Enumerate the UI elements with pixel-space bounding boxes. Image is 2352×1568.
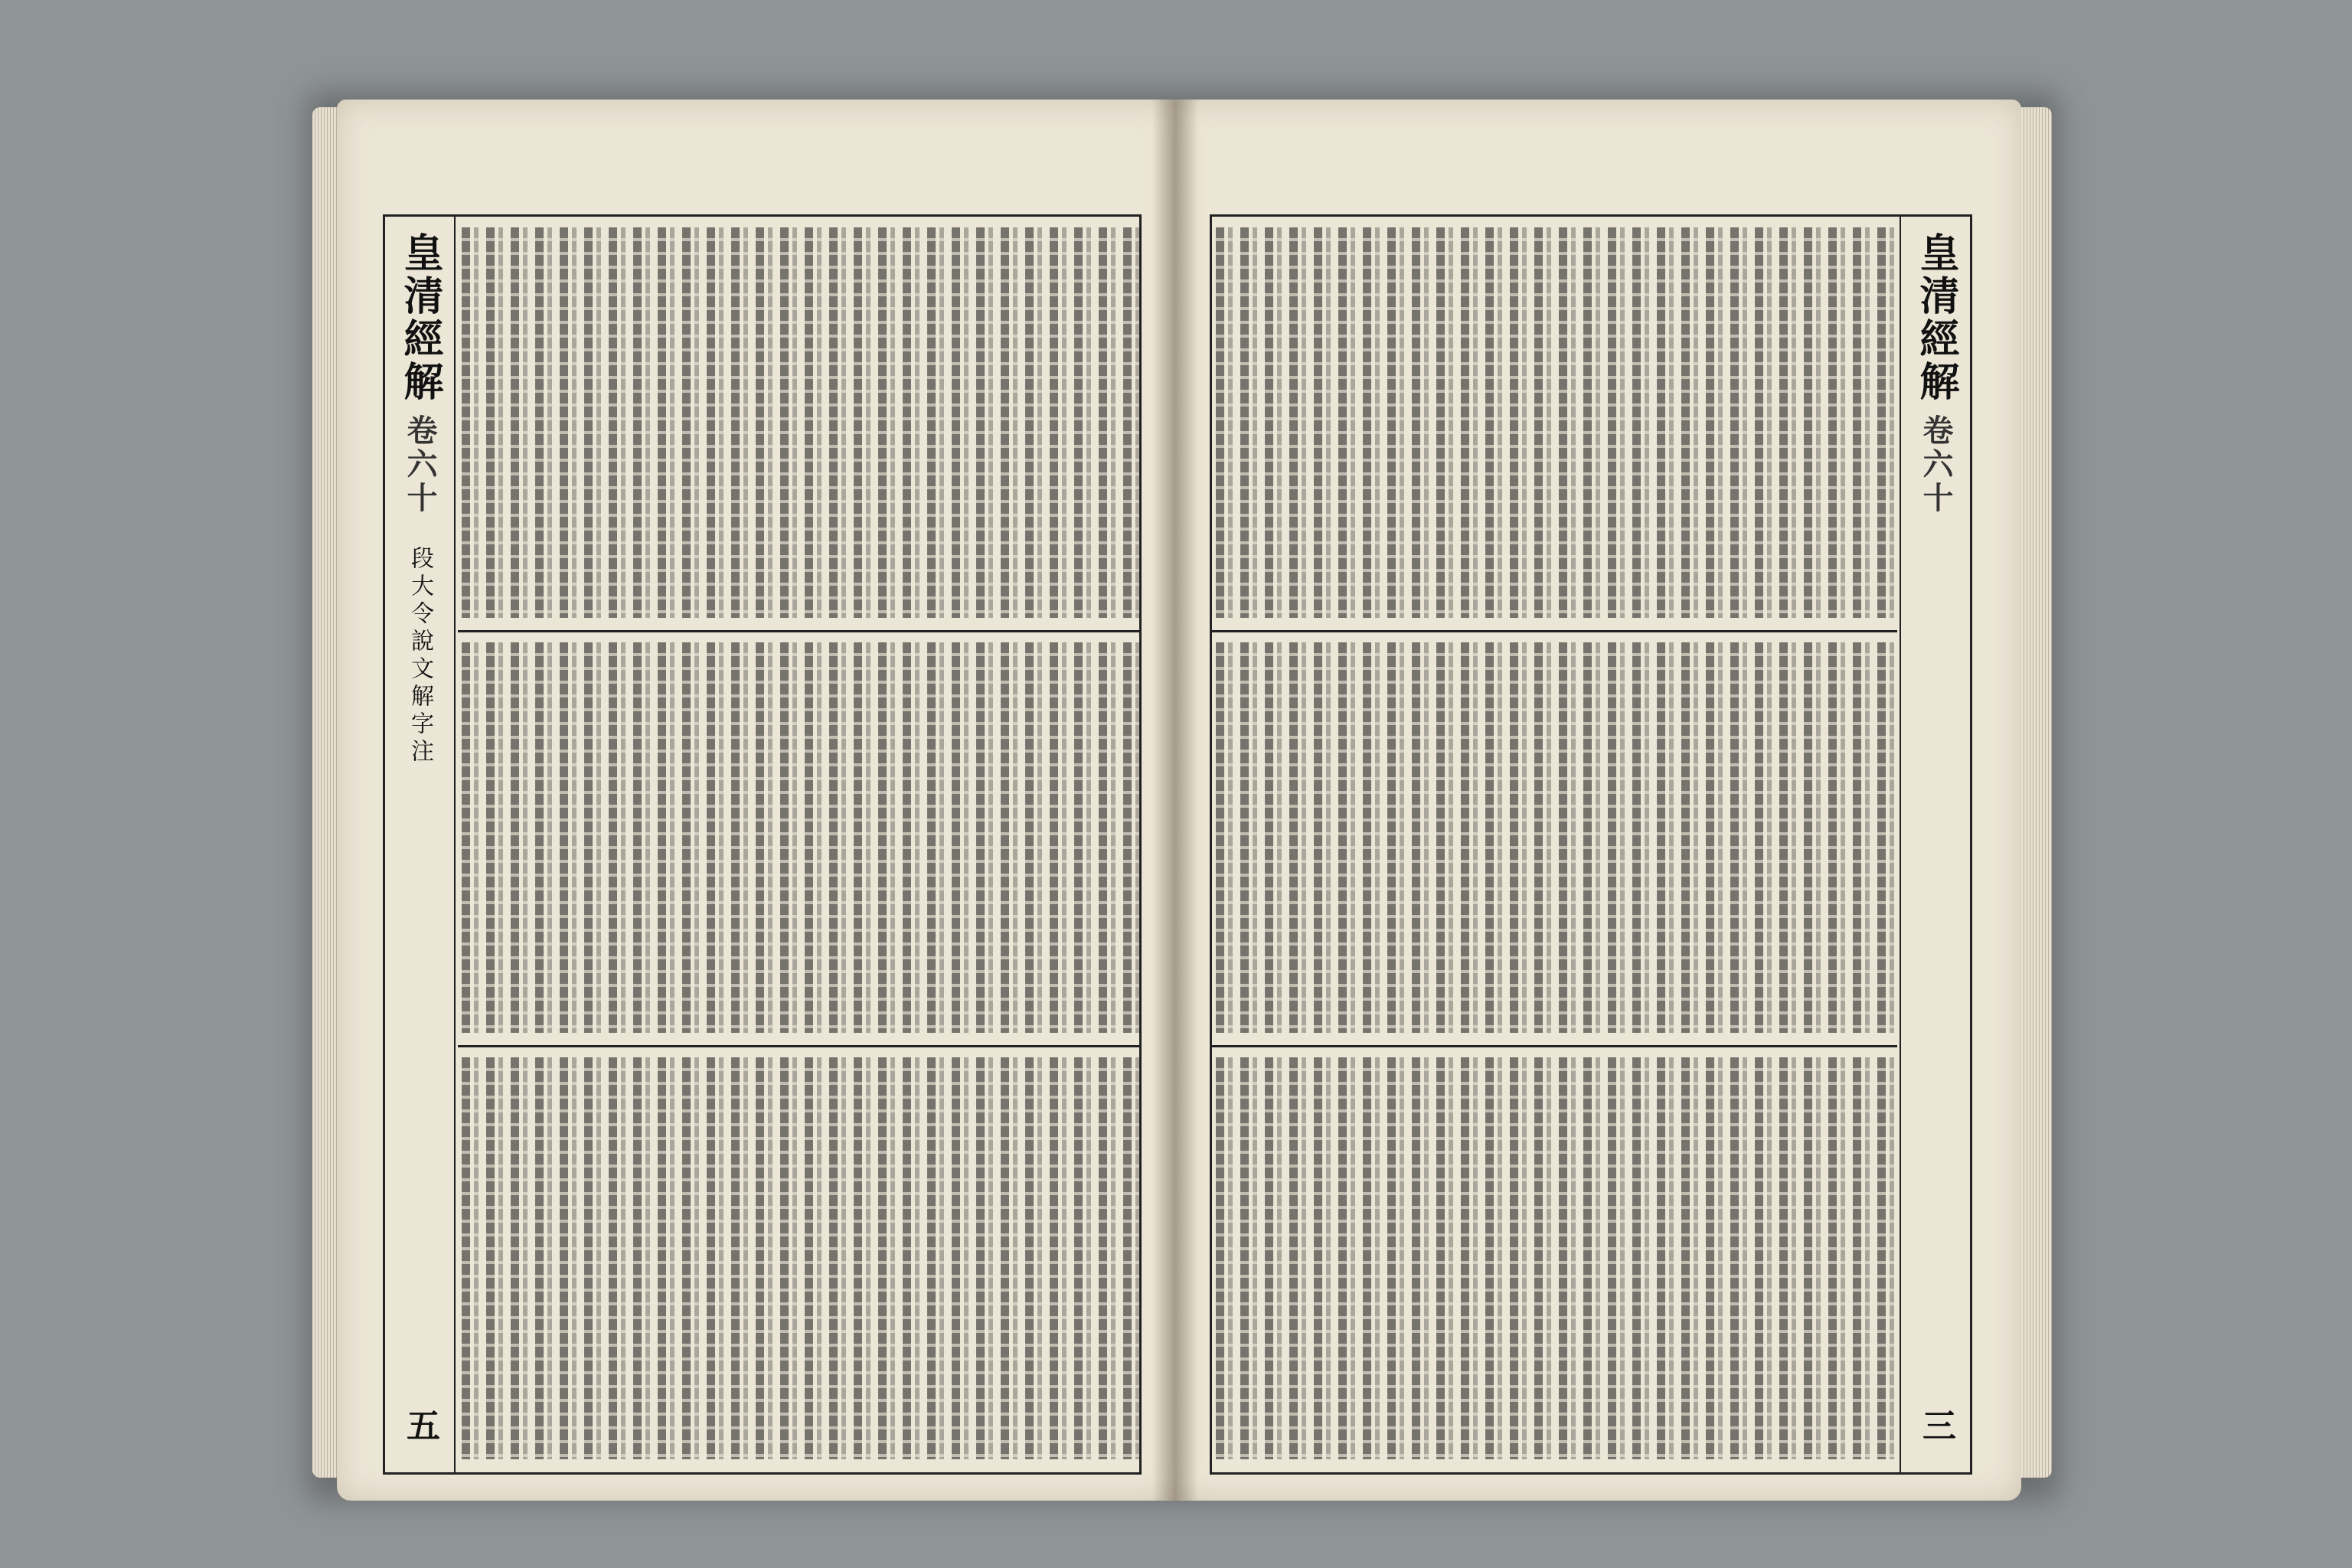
left-page — [337, 100, 1175, 1501]
right-volume-label: 卷六十 — [1918, 414, 1954, 515]
right-register-divider-1 — [1212, 630, 1897, 632]
left-register-divider-2 — [458, 1045, 1139, 1047]
right-page — [1175, 100, 2021, 1501]
left-page-mark: 五 — [400, 1408, 439, 1442]
left-book-subtitle: 段大令說文解字注 — [407, 546, 433, 766]
left-volume-label: 卷六十 — [402, 414, 438, 515]
right-text-area — [1212, 217, 1897, 1472]
right-page-mark: 三 — [1916, 1408, 1955, 1442]
left-text-register-bottom — [458, 1057, 1139, 1459]
right-margin-strip — [1900, 217, 1970, 1472]
right-register-divider-2 — [1212, 1045, 1897, 1047]
left-page-frame — [383, 214, 1142, 1475]
left-register-divider-1 — [458, 630, 1139, 632]
left-text-register-top — [458, 227, 1139, 618]
book-gutter — [1152, 100, 1198, 1501]
right-text-register-top — [1212, 227, 1897, 618]
right-book-title: 皇清經解 — [1913, 232, 1959, 403]
right-text-register-middle — [1212, 642, 1897, 1033]
left-text-register-middle — [458, 642, 1139, 1033]
right-page-frame — [1210, 214, 1972, 1475]
left-margin-strip — [385, 217, 456, 1472]
left-text-area — [458, 217, 1139, 1472]
right-text-register-bottom — [1212, 1057, 1897, 1459]
left-book-title: 皇清經解 — [397, 232, 443, 403]
